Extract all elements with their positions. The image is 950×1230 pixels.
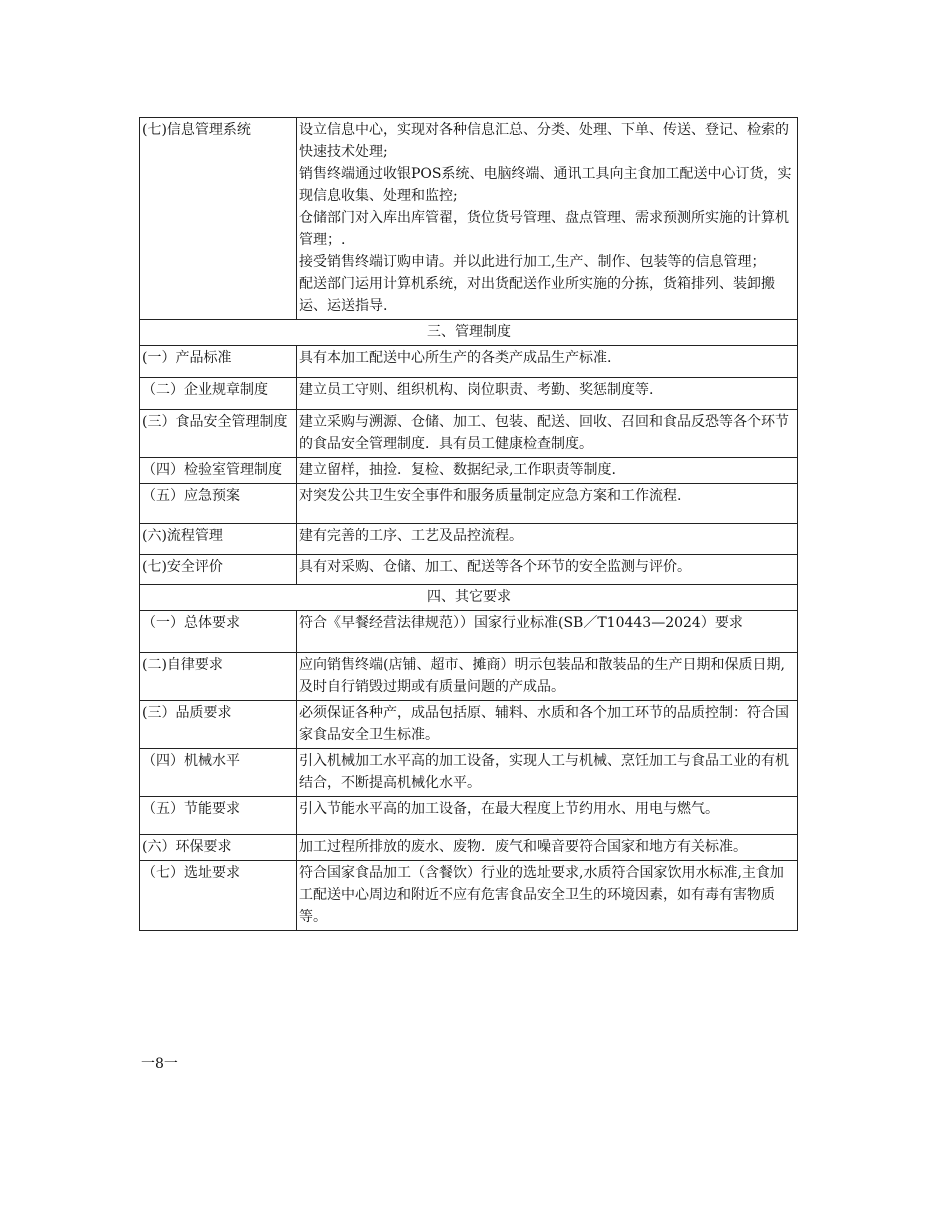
row-content: 具有对采购、仓储、加工、配送等各个环节的安全监测与评价。 xyxy=(297,555,798,585)
row-label: （五）节能要求 xyxy=(140,797,297,835)
table-row xyxy=(140,861,798,931)
section-title: 四、其它要求 xyxy=(140,585,798,611)
content-line: 配送部门运用计算机系统，对出货配送作业所实施的分拣，货箱排列、装卸搬运、运送指导. xyxy=(299,276,775,314)
content-line: 接受销售终端订购申请。并以此进行加工,生产、制作、包装等的信息管理； xyxy=(299,254,766,270)
row-label: （四）检验室管理制度 xyxy=(140,458,297,484)
table-row xyxy=(140,555,798,585)
row-content: 引入节能水平高的加工设备，在最大程度上节约用水、用电与燃气。 xyxy=(297,797,798,835)
table-row xyxy=(140,484,798,524)
content-line: 仓储部门对入库出库管翟，货位货号管理、盘点管理、需求预测所实施的计算机管理；. xyxy=(299,210,789,248)
table-row xyxy=(140,524,798,555)
table-row xyxy=(140,653,798,701)
table-row xyxy=(140,701,798,749)
row-content: 引入机械加工水平高的加工设备，实现人工与机械、烹饪加工与食品工业的有机结合，不断提高机械化水平。 xyxy=(297,749,798,797)
row-label: （七）选址要求 xyxy=(140,861,297,931)
section-header-row xyxy=(140,585,798,611)
table-row xyxy=(140,458,798,484)
row-label: （一）总体要求 xyxy=(140,611,297,653)
row-label: (三）食品安全管理制度 xyxy=(140,410,297,458)
page-number: 一8一 xyxy=(141,1056,178,1072)
table-row xyxy=(140,835,798,861)
row-label: (二)自律要求 xyxy=(140,653,297,701)
row-label: (六）环保要求 xyxy=(140,835,297,861)
row-content: 符合《早餐经营法律规范））国家行业标准(SB／T10443—2024）要求 xyxy=(297,611,798,653)
row-content: 对突发公共卫生安全事件和服务质量制定应急方案和工作流程. xyxy=(297,484,798,524)
row-label: (三）品质要求 xyxy=(140,701,297,749)
row-content: 加工过程所排放的废水、废物．废气和噪音要符合国家和地方有关标准。 xyxy=(297,835,798,861)
row-label: (七)信息管理系统 xyxy=(140,118,297,320)
section-title: 三、管理制度 xyxy=(140,320,798,346)
table-row xyxy=(140,749,798,797)
info-system-content xyxy=(297,118,798,320)
table-row xyxy=(140,611,798,653)
row-label: （五）应急预案 xyxy=(140,484,297,524)
content-line: 设立信息中心，实现对各种信息汇总、分类、处理、下单、传送、登记、检索的快速技术处理; xyxy=(299,122,789,160)
table-row xyxy=(140,118,798,320)
row-label: （二）企业规章制度 xyxy=(140,378,297,410)
row-content: 必须保证各种产，成品包括原、辅料、水质和各个加工环节的品质控制：符合国家食品安全卫生标准。 xyxy=(297,701,798,749)
row-content: 建立留样，抽捡．复检、数据纪录,工作职责等制度. xyxy=(297,458,798,484)
table-row xyxy=(140,797,798,835)
row-content: 建立采购与溯源、仓储、加工、包装、配送、回收、召回和食品反恐等各个环节的食品安全管理制度．具有员工健康检查制度。 xyxy=(297,410,798,458)
row-label: （四）机械水平 xyxy=(140,749,297,797)
table-row xyxy=(140,410,798,458)
section-header-row xyxy=(140,320,798,346)
row-content: 建立员工守则、组织机构、岗位职责、考勤、奖惩制度等. xyxy=(297,378,798,410)
row-content: 符合国家食品加工（含餐饮）行业的选址要求,水质符合国家饮用水标准,主食加工配送中心周边和附近不应有危害食品安全卫生的环境因素，如有毒有害物质等。 xyxy=(297,861,798,931)
row-label: (一）产品标准 xyxy=(140,346,297,378)
row-content: 建有完善的工序、工艺及品控流程。 xyxy=(297,524,798,555)
content-line: 销售终端通过收银POS系统、电脑终端、通讯工具向主食加工配送中心订货，实现信息收集、处理和监控; xyxy=(299,166,792,204)
row-content: 应向销售终端(店铺、超市、摊商）明示包装品和散装品的生产日期和保质日期,及时自行销毁过期或有质量问题的产成品。 xyxy=(297,653,798,701)
table-row xyxy=(140,378,798,410)
requirements-table xyxy=(139,117,798,931)
row-content: 具有本加工配送中心所生产的各类产成品生产标准. xyxy=(297,346,798,378)
table-row xyxy=(140,346,798,378)
row-label: (七)安全评价 xyxy=(140,555,297,585)
row-label: (六)流程管理 xyxy=(140,524,297,555)
